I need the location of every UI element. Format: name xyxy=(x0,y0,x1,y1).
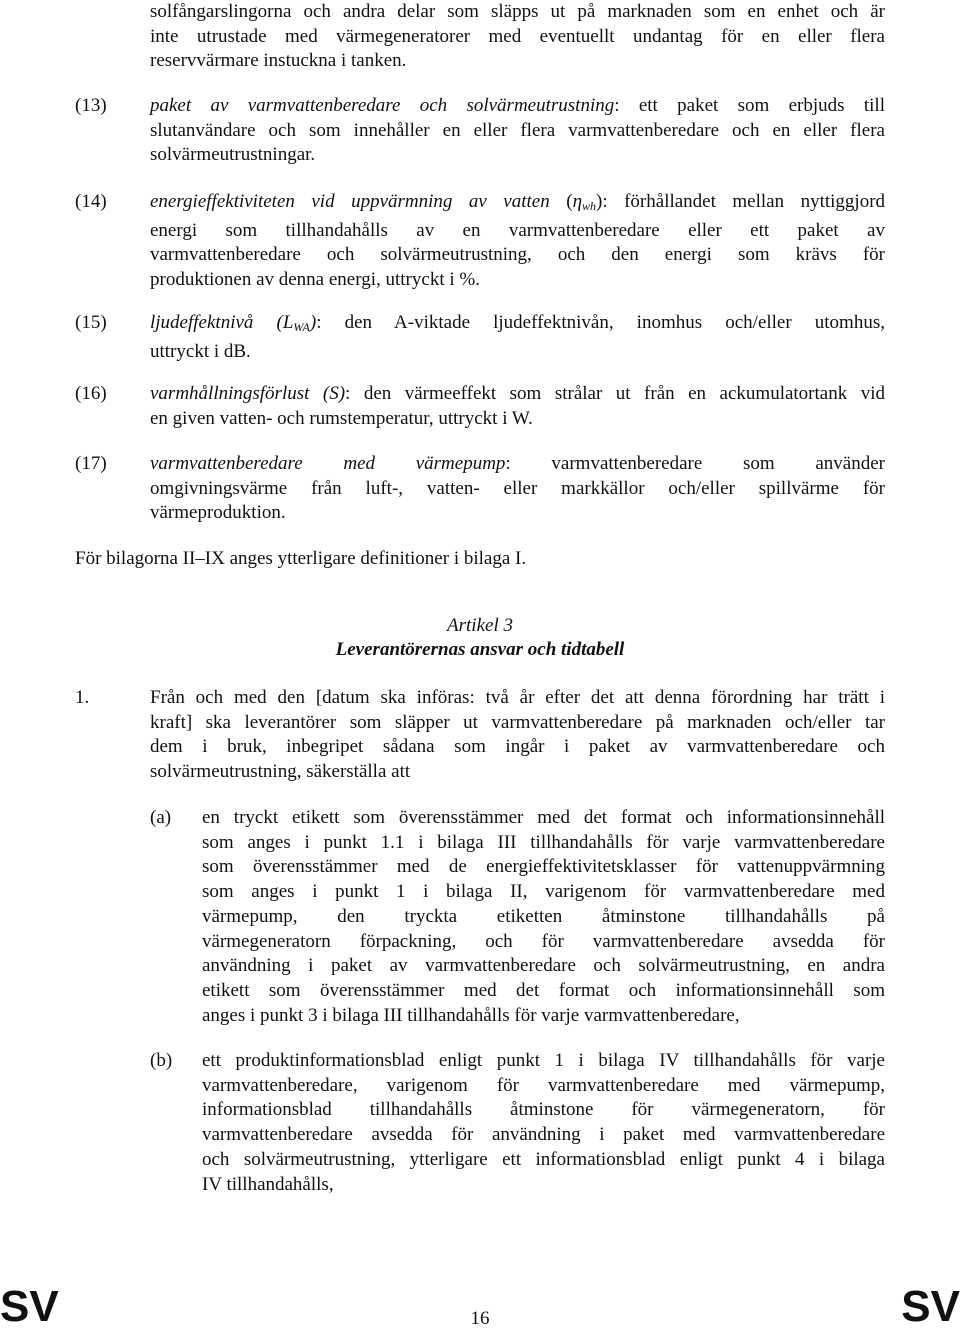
definition-number: (13) xyxy=(75,95,107,116)
text-line: värmegeneratorn förpackning, och för varmvattenberedare avsedda för xyxy=(202,930,885,952)
text-line: varmvattenberedare, varigenom för varmvattenberedare med värmepump, xyxy=(202,1074,885,1096)
page-number: 16 xyxy=(470,1308,490,1329)
definition-number: (14) xyxy=(75,191,107,212)
definition-text: : den värmeeffekt som strålar ut från en ackumulatortank vid xyxy=(345,383,885,404)
text-line: värmeproduktion. xyxy=(150,502,286,524)
item-label: (b) xyxy=(150,1050,173,1071)
definition-number: (17) xyxy=(75,453,107,474)
definition-number: (15) xyxy=(75,312,107,333)
defined-term: energieffektiviteten vid uppvärmning av vatten xyxy=(150,191,550,212)
text-line: som överensstämmer med de energieffektivitetsklasser för vattenuppvärmning xyxy=(202,856,885,878)
definition-15 xyxy=(150,311,885,364)
paren: ) xyxy=(309,312,317,333)
definition-number: (16) xyxy=(75,383,107,404)
definition-text: ): förhållandet mellan nyttiggjord xyxy=(596,191,886,212)
eta-symbol: η xyxy=(572,191,582,212)
text-line: uttryckt i dB. xyxy=(150,340,251,362)
text-line: IV tillhandahålls, xyxy=(202,1173,334,1195)
text-line: etikett som överensstämmer med det format och informationsinnehåll som xyxy=(202,979,885,1001)
text-line: slutanvändare och som innehåller en eller flera varmvattenberedare och en eller flera xyxy=(150,119,885,141)
defined-term: varmhållningsförlust (S) xyxy=(150,383,346,404)
text-line: energi som tillhandahålls av en varmvattenberedare eller ett paket av xyxy=(150,219,885,241)
text-line: Från och med den [datum ska införas: två år efter det att denna förordning har trätt i xyxy=(150,687,885,708)
text-line: och solvärmeutrustning, ytterligare ett informationsblad enligt punkt 4 i bilaga xyxy=(202,1148,885,1170)
text-line: anges i punkt 3 i bilaga III tillhandahålls för varje varmvattenberedare, xyxy=(202,1004,740,1026)
item-label: (a) xyxy=(150,807,172,828)
language-code-right: SV xyxy=(901,1282,960,1331)
text-line: varmvattenberedare avsedda för användning i paket med varmvattenberedare xyxy=(202,1124,885,1146)
text-line: inte utrustade med värmegeneratorer med eventuellt undantag för en eller flera xyxy=(150,25,885,47)
text-line: värmepump, den tryckta etiketten åtminstone tillhandahålls på xyxy=(202,905,885,927)
text-line: en tryckt etikett som överensstämmer med det format och informationsinnehåll xyxy=(202,807,885,828)
definition-text: : ett paket som erbjuds till xyxy=(614,95,885,116)
definition-14 xyxy=(150,190,885,293)
paragraph-number: 1. xyxy=(75,687,90,708)
text-line: kraft] ska leverantörer som släpper ut varmvattenberedare på marknaden och/eller tar xyxy=(150,711,885,733)
text-line: omgivningsvärme från luft-, vatten- eller markkällor och/eller spillvärme för xyxy=(150,477,885,499)
text-line: som anges i punkt 1.1 i bilaga III tillhandahålls för varje varmvattenberedare xyxy=(202,831,885,853)
article-number: Artikel 3 xyxy=(447,615,513,636)
paren: (L xyxy=(253,312,294,333)
definition-text: : varmvattenberedare som använder xyxy=(505,453,885,474)
annex-note: För bilagorna II–IX anges ytterligare definitioner i bilaga I. xyxy=(75,548,527,569)
symbol-subscript: WA xyxy=(293,320,310,334)
defined-term: paket av varmvattenberedare och solvärmeutrustning xyxy=(150,95,615,116)
intro-paragraph xyxy=(150,0,885,74)
text-line: varmvattenberedare och solvärmeutrustning, och den energi som krävs för xyxy=(150,244,885,266)
item-a xyxy=(202,806,885,1028)
text-line: solvärmeutrustningar. xyxy=(150,144,316,166)
text-line: en given vatten- och rumstemperatur, uttryckt i W. xyxy=(150,407,533,429)
defined-term: ljudeffektnivå xyxy=(150,312,254,333)
paren: ( xyxy=(549,191,573,212)
defined-term: varmvattenberedare med värmepump xyxy=(150,453,506,474)
item-b xyxy=(202,1049,885,1197)
symbol-subscript: wh xyxy=(582,199,597,213)
text-line: informationsblad tillhandahålls åtminstone för värmegeneratorn, för xyxy=(202,1099,885,1121)
definition-17 xyxy=(150,452,885,526)
paragraph-1 xyxy=(150,686,885,785)
text-line: dem i bruk, inbegripet sådana som ingår i paket av varmvattenberedare och xyxy=(150,736,885,758)
definition-text: : den A-viktade ljudeffektnivån, inomhus och/eller utomhus, xyxy=(316,312,885,333)
definition-13 xyxy=(150,94,885,168)
text-line: produktionen av denna energi, uttryckt i %. xyxy=(150,269,480,291)
definition-16 xyxy=(150,382,885,431)
text-line: som anges i punkt 1 i bilaga II, varigenom för varmvattenberedare med xyxy=(202,881,885,903)
article-title: Leverantörernas ansvar och tidtabell xyxy=(335,639,625,660)
text-line: solvärmeutrustning, säkerställa att xyxy=(150,761,411,783)
text-line: reservvärmare instuckna i tanken. xyxy=(150,50,407,72)
text-line: användning i paket av varmvattenberedare och solvärmeutrustning, en andra xyxy=(202,955,885,977)
text-line: solfångarslingorna och andra delar som släpps ut på marknaden som en enhet och är xyxy=(150,1,885,22)
language-code-left: SV xyxy=(0,1282,59,1331)
text-line: ett produktinformationsblad enligt punkt 1 i bilaga IV tillhandahålls för varje xyxy=(202,1050,885,1071)
